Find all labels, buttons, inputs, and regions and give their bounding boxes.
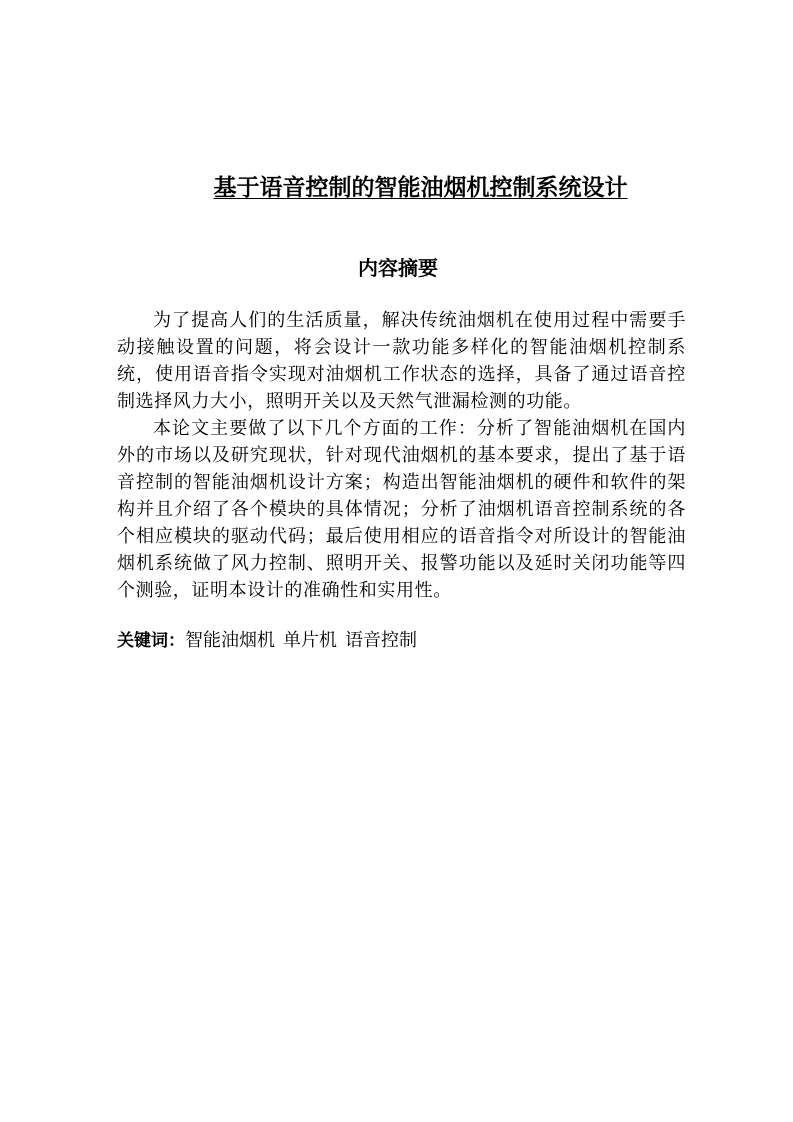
abstract-paragraph-1: 为了提高人们的生活质量，解决传统油烟机在使用过程中需要手动接触设置的问题，将会设计一款功能多样化的智能油烟机控制系统，使用语音指令实现对油烟机工作状态的选择，具备了通过语音控制选择风力大小，照明开关以及天然气泄漏检测的功能。 [117, 310, 686, 412]
document-title [0, 172, 793, 204]
abstract-body [117, 307, 686, 604]
keyword-item: 单片机 [283, 630, 337, 651]
keywords-label: 关键词： [117, 631, 185, 651]
abstract-heading-text: 内容摘要 [358, 256, 438, 280]
abstract-heading [0, 254, 793, 282]
abstract-paragraph-2: 本论文主要做了以下几个方面的工作：分析了智能油烟机在国内外的市场以及研究现状，针对现代油烟机的基本要求，提出了基于语音控制的智能油烟机设计方案；构造出智能油烟机的硬件和软件的架构并且介绍了各个模块的具体情况；分析了油烟机语音控制系统的各个相应模块的驱动代码；最后使用相应的语音指令对所设计的智能油烟机系统做了风力控制、照明开关、报警功能以及延时关闭功能等四个测验，证明本设计的准确性和实用性。 [117, 418, 686, 601]
keyword-item: 智能油烟机 [185, 630, 275, 651]
keyword-item: 语音控制 [345, 630, 417, 651]
keywords-line [117, 627, 686, 655]
document-title-text: 基于语音控制的智能油烟机控制系统设计 [213, 175, 628, 201]
